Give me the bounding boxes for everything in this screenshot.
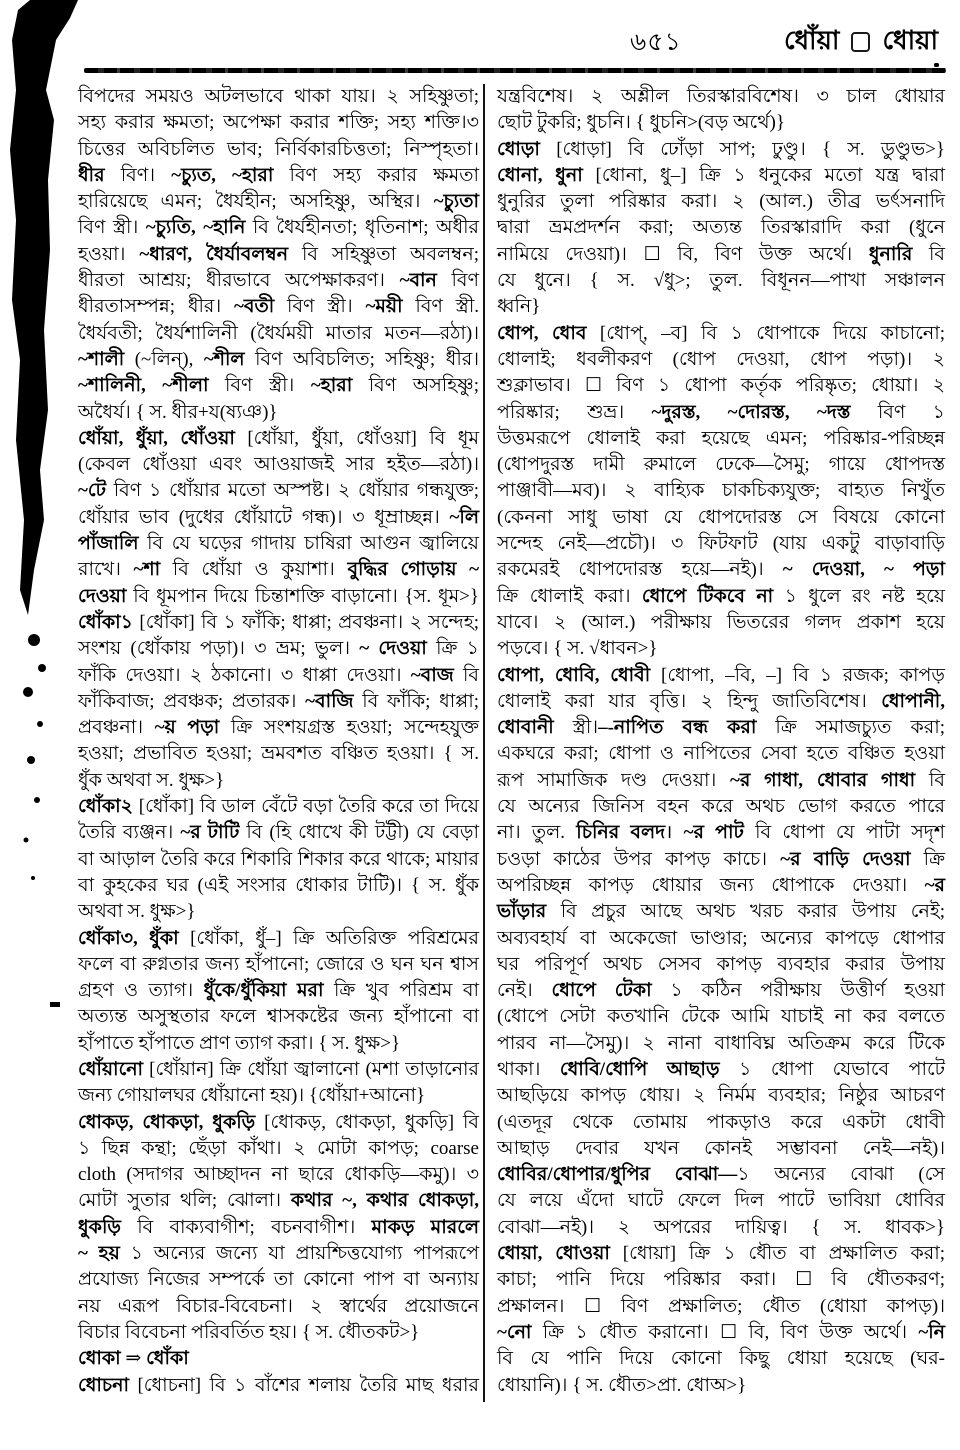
text-line: অপরিচ্ছন্ন কাপড় ধোয়ার জন্য ধোপাকে দেওয়া। ~র (497, 874, 945, 896)
text-line: রাখে। ~শা বি ধোঁয়া ও কুয়াশা। বুদ্ধির গোড়ায় ~ (78, 559, 479, 581)
text-line: বিপদের সময়ও অটলভাবে থাকা যায়। ২ সহিষ্ণুতা; (78, 86, 479, 107)
text-line: ধোঁকা১ [ধোঁকা] বি ১ ফাঁকি; ধাপ্পা; প্রবঞ্চনা। ২ সন্দেহ; (78, 611, 480, 633)
bold-headword: ~ দেওয়া, ~ পড়া (782, 559, 945, 581)
bold-headword: ধোপে টিকবে না (641, 585, 785, 607)
bold-headword: ~শীল (203, 348, 256, 370)
bold-headword: মাকড় মারলে (371, 1216, 479, 1238)
bold-headword: ~ হয় (78, 1243, 131, 1265)
text-line: ~টে বিণ ১ ধোঁয়ার মতো অস্পষ্ট। ২ ধোঁয়ার গন্ধযুক্ত; (78, 480, 479, 502)
bold-headword: ধোঁকা (146, 1348, 189, 1370)
text-line: পাঁজালি বি যে ঘড়ের গাদায় চাষিরা আগুন জ্বালিয়ে (78, 533, 479, 555)
text-line: গ্রহণ ও ত্যাগ। ধুঁকে/ধুঁকিয়া মরা ক্রি খুব পরিশ্রম বা (78, 980, 479, 1002)
text-line: ~নো ক্রি ১ ধৌত করানো। ☐ বি, বিণ উক্ত অর্থে। ~নি (497, 1321, 945, 1343)
text-line: ধোলাই করা যার বৃত্তি। ২ হিন্দু জাতিবিশেষ। ধোপানী, (497, 690, 945, 712)
text-line: ফাঁকি দেওয়া। ২ ঠকানো। ৩ ধাপ্পা দেওয়া। ~বাজ বি (78, 664, 479, 686)
text-line: ধোঁয়ানো [ধোঁয়ান] ক্রি ধোঁয়া জ্বালানো (মশা তাড়ানোর (78, 1058, 479, 1080)
text-line: (ধোপে সেটা কতখানি টেকে আমি যাচাই না কর বলতে (497, 1006, 945, 1028)
bold-headword: ধোঁয়ানো (78, 1058, 150, 1080)
text-line: শুক্লাভাব। ☐ বিণ ১ ধোপা কর্তৃক পরিষ্কৃত; ধোয়া। ২ (497, 375, 945, 397)
bold-headword: ~র (924, 874, 945, 896)
text-line: ফাঁকিবাজ; প্রবঞ্চক; প্রতারক। ~বাজি বি ফাঁকি; ধাপ্পা; (78, 690, 479, 712)
text-line: দ্বারা ভ্রমপ্রদর্শন করা; অত্যন্ত তিরস্কারাদি করা (ধুনে (497, 217, 945, 239)
text-line: কাচা; পানি দিয়ে পরিষ্কার করা। ☐ বি ধৌতকরণ; (497, 1269, 945, 1291)
bold-headword: ধোচনা (78, 1374, 138, 1396)
bold-headword: ধোপানী, (881, 690, 945, 712)
text-line: পড়বে। { স. √ধাবন>} (497, 638, 658, 660)
text-line: পাঞ্জাবী—মব)। ২ বাহ্যিক চাকচিক্যযুক্ত; বাহ্যত নিখুঁত (497, 480, 945, 502)
bold-headword: ~বাজ (410, 664, 463, 686)
bold-headword: ~র টাটি (180, 822, 247, 844)
bold-headword: ~র পাট (683, 822, 756, 844)
guide-word-right: ধোয়া (882, 26, 938, 55)
bold-headword: চিনির বলদ (576, 822, 666, 844)
text-line: বোঝা—নই)। ২ অপরের দায়িত্ব। { স. ধাবক>} (497, 1216, 945, 1238)
bold-headword: ধোবানী (497, 717, 573, 739)
text-line: (কেবল ধোঁওয়া এবং আওয়াজই সার হইত—রঠা)। (78, 454, 479, 476)
text-line: ধোবির/ধোপার/ধুপির বোঝা—১ অন্যের বোঝা (সে (497, 1164, 945, 1186)
text-line: ধোপ, ধোব [ধোপ্, –ব] বি ১ ধোপাকে দিয়ে কাচানো; (497, 322, 945, 344)
bold-headword: ~ দেওয়া (359, 638, 437, 660)
text-line: হাঁপাতে হাঁপাতে প্রাণ ত্যাগ করা। { স. ধুক্ষ>} (78, 1032, 401, 1054)
column-divider (483, 84, 485, 1402)
bold-headword: ~বান (399, 270, 452, 292)
text-line: ধোয়া, ধোওয়া [ধোয়া] ক্রি ১ ধৌত বা প্রক্ষালিত করা; (497, 1243, 946, 1265)
column-left (78, 84, 479, 1399)
page-number: ৬৫১ (630, 29, 682, 56)
text-line: ধুঁক অথবা স. ধুক্ষ>} (78, 769, 225, 791)
text-line: ছোট টুকরি; ধুচনি। { ধুচনি>(বড় অর্থে)} (497, 112, 785, 134)
bold-headword: দেওয়া (78, 585, 134, 607)
bold-headword: ধোঁকা৩, ধুঁকা (78, 927, 191, 949)
text-line: বিণ স্ত্রী। ~চ্যুতি, ~হানি বি ধৈর্যহীনতা; ধৃতিনাশ; অধীর (78, 217, 479, 239)
text-line: ধোবানী স্ত্রী।–-নাপিত বন্ধ করা ক্রি সমাজচ্যুত করা; (497, 717, 945, 739)
text-line: cloth (সদাগর আচ্ছাদন না ছারে ধোকড়ি—কমু)। ৩ (78, 1164, 479, 1186)
bold-headword: ~লি (449, 506, 479, 528)
text-line: অত্যন্ত অসুস্থতার ফলে শ্বাসকষ্টের জন্য হাঁপানো বা (78, 1006, 479, 1028)
text-line: (এতদূর থেকে তোমায় পাকড়াও করে একটা ধোবী (497, 1111, 945, 1133)
bold-headword: ধোপা, ধোবি, ধোবী (497, 664, 661, 686)
bold-headword: ~চ্যুতি, ~হানি (145, 217, 253, 239)
bold-headword: ~য় পড়া (154, 717, 231, 739)
text-line: একঘরে করা; ধোপা ও নাপিতের সেবা হতে বঞ্চিত হওয়া (497, 743, 945, 765)
text-line: অধৈর্য। { স. ধীর+য(ষ্যঞ)} (78, 401, 278, 423)
text-line: ক্রি ধোলাই করা। ধোপে টিকবে না ১ ধুলে রং নষ্ট হয়ে (497, 585, 945, 607)
text-line: ধোঁয়ার ভাব (দুধের ধোঁয়াটে গন্ধ)। ৩ ধূম্রাচ্ছন্ন। ~লি (78, 506, 479, 528)
text-line: রকমেরই ধোপদোরস্ত হয়ে—নই)। ~ দেওয়া, ~ পড়া (497, 559, 945, 581)
bold-headword: ~বতী (234, 296, 288, 318)
text-line: ধীরতা আশ্রয়; ধীরভাবে অপেক্ষাকরণ। ~বান বিণ (78, 270, 479, 292)
text-line: প্রক্ষালন। ☐ বিণ প্রক্ষালিত; ধৌত (ধোয়া কাপড়)। (497, 1295, 945, 1317)
text-line: ১ ছিন্ন কন্থা; ছেঁড়া কাঁথা। ২ মোটা কাপড়; coarse (78, 1137, 479, 1159)
text-line: অব্যবহার্য বা অকেজো ভাণ্ডার; অন্যের কাপড়ে ধোপার (497, 927, 945, 949)
bold-headword: ~নো (497, 1321, 543, 1343)
bold-headword: ধোপে টেকা (551, 980, 671, 1002)
text-line: নেই। ধোপে টেকা ১ কঠিন পরীক্ষায় উত্তীর্ণ হওয়া (497, 980, 945, 1002)
text-line: যন্ত্রবিশেষ। ২ অশ্লীল তিরস্কারবিশেষ। ৩ চাল ধোয়ার (497, 86, 945, 107)
text-line: দেওয়া বি ধূমপান দিয়ে চিন্তাশক্তি বাড়ানো। {স. ধূম>} (78, 585, 479, 607)
text-line: ধোঁয়া, ধুঁয়া, ধোঁওয়া [ধোঁয়া, ধুঁয়া, ধোঁওয়া] বি ধূম (78, 427, 479, 449)
bold-headword: ধোনা, ধুনা (497, 164, 596, 186)
text-line: ধৈর্যবতী; ধৈর্যশালিনী (ধৈর্যময়ী মাতার মতন—রঠা)। (78, 322, 479, 344)
text-line: ধোড়া [ধোড়া] বি ঢোঁড়া সাপ; ঢুণ্ডু। { স. ডুণ্ডুভ>} (497, 138, 945, 160)
text-line: ঘর পরিপূর্ণ অথচ সেসব কাপড় ব্যবহার করার উপায় (497, 953, 945, 975)
text-line: হারিয়েছে এমন; ধৈর্যহীন; অসহিষ্ণু, অস্থির। ~চ্যুতা (78, 191, 479, 213)
text-line: মোটা সুতার থলি; ঝোলা। কথার ~, কথার ধোকড়া, (78, 1190, 479, 1212)
bold-headword: ~ধারণ, ধৈর্যাবলম্বন (139, 243, 302, 265)
text-line: রূপ সামাজিক দণ্ড দেওয়া। ~র গাধা, ধোবার গাধা বি (497, 769, 945, 791)
text-line: ধীরতাসম্পন্ন; ধীর। ~বতী বিণ স্ত্রী। ~ময়ী বিণ স্ত্রী. (78, 296, 480, 318)
bold-headword: ধুঁকে/ধুঁকিয়া মরা (203, 980, 334, 1002)
text-line: ~শালিনী, ~শীলা বিণ স্ত্রী। ~হারা বিণ অসহিষ্ণু; (78, 375, 479, 397)
text-line: বিচার বিবেচনা পরিবর্তিত হয়। { স. ধৌতকট>} (78, 1321, 420, 1343)
text-line: নামিয়ে দেওয়া)। ☐ বি, বিণ উক্ত অর্থে। ধুনারি বি (497, 243, 946, 265)
bold-headword: ধোঁকা২ (78, 796, 139, 818)
text-line: না। তুল. চিনির বলদ। ~র পাট বি ধোপা যে পাটা সদৃশ (497, 822, 945, 844)
bold-headword: ধোবি/ধোপি আছাড় (559, 1058, 739, 1080)
bold-headword: ধোয়া, ধোওয়া (497, 1243, 623, 1265)
text-line: পারব না—সৈমু)। ২ নানা বাধাবিঘ্ন অতিক্রম করে টিকে (497, 1032, 945, 1054)
bold-headword: ধোঁকা১ (78, 611, 140, 633)
text-line: ধোকা ⇒ ধোঁকা (78, 1348, 189, 1370)
text-line: যে অন্যের জিনিস বহন করে অথচ ভোগ করতে পারে (497, 796, 945, 818)
text-line: ভাঁড়ার বি প্রচুর আছে অথচ খরচ করার উপায় নেই; (497, 901, 945, 923)
text-line: বা আড়াল তৈরি করে শিকারি শিকার করে থাকে; মায়ার (78, 848, 479, 870)
separator-box-icon (851, 32, 870, 52)
text-line: পরিষ্কার; শুভ্র। ~দুরস্ত, ~দোরস্ত, ~দস্ত বিণ ১ (497, 401, 945, 423)
header-rule (84, 68, 946, 73)
bold-headword: ~র বাড়ি দেওয়া (780, 848, 924, 870)
text-line: তৈরি ব্যঞ্জন। ~র টাটি বি (হি ধোখে কী টট্টী) যে বেড়া (78, 822, 479, 844)
bold-headword: ~টে (78, 480, 114, 502)
text-line: হওয়া; প্রভাবিত হওয়া; ভ্রমবশত বঞ্চিত হওয়া। { স. (78, 743, 479, 765)
column-right (497, 84, 945, 1399)
text-line: নয় এরূপ বিচার-বিবেচনা। ২ স্বার্থের প্রয়োজনে (78, 1295, 479, 1317)
text-line: সহ্য করার ক্ষমতা; অপেক্ষা করার শক্তি; সহ্য শক্তি।৩ (78, 112, 479, 134)
bold-headword: ভাঁড়ার (497, 901, 561, 923)
text-line: হওয়া। ~ধারণ, ধৈর্যাবলম্বন বি সহিষ্ণুতা অবলম্বন; (78, 243, 479, 265)
bold-headword: ধোপ, ধোব (497, 322, 600, 344)
text-line: চওড়া কাঠের উপর কাপড় কাচে। ~র বাড়ি দেওয়া ক্রি (497, 848, 945, 870)
text-line: চিত্তের অবিচলিত ভাব; নির্বিকারচিত্ততা; নিস্পৃহতা। (78, 138, 479, 160)
guide-word-left: ধোঁয়া (783, 26, 840, 55)
text-line: (কেননা সাধু ভাষা যে ধোপদোরস্ত সে বিষয়ে কোনো (497, 506, 945, 528)
bold-headword: ধোকা (78, 1348, 126, 1370)
text-line: ~ হয় ১ অন্যের জন্যে যা প্রায়শ্চিত্তযোগ্য পাপরূপে (78, 1243, 479, 1265)
bold-headword: ধোকড়, ধোকড়া, ধুকড়ি (78, 1111, 265, 1133)
text-line: যে ধুনে। { স. √ধু>; তুল. বিধূনন—পাখা সঞ্চালন (497, 270, 945, 292)
bold-headword: ধুকড়ি (78, 1216, 138, 1238)
text-line: যাবে। ২ (আল.) পরীক্ষায় ভিতরের গলদ প্রকাশ হয়ে (497, 611, 945, 633)
bold-headword: বুদ্ধির গোড়ায় ~ (347, 559, 479, 581)
bold-headword: ~শা (133, 559, 173, 581)
bold-headword: ~চ্যুতা (433, 191, 479, 213)
text-line: অথবা স. ধুক্ষ>} (78, 901, 196, 923)
text-line: ধ্বনি} (497, 296, 541, 318)
bold-headword: ধীর (78, 164, 121, 186)
bold-headword: ~হারা (310, 375, 369, 397)
text-line: বি যে পানি দিয়ে কোনো কিছু ধোয়া হয়েছে (ঘর- (497, 1348, 945, 1370)
bold-headword: ~ময়ী (365, 296, 416, 318)
text-line: ধুনুরির তুলা পরিষ্কার করা। ২ (আল.) তীব্র ভর্ৎসনাদি (497, 191, 945, 213)
bold-headword: ধোবির/ধোপার/ধুপির বোঝা— (497, 1164, 738, 1186)
bold-headword: কথার ~, কথার ধোকড়া, (290, 1190, 479, 1212)
text-line: ধুকড়ি বি বাক্যবাগীশ; বচনবাগীশ। মাকড় মারলে (78, 1216, 479, 1238)
text-line: ধীর বিণ। ~চ্যুত, ~হারা বিণ সহ্য করার ক্ষমতা (78, 164, 479, 186)
text-line: প্রযোজ্য নিজের সম্পর্কে তা কোনো পাপ বা অন্যায় (78, 1269, 479, 1291)
text-line: আছাড় দেবার যখন কোনই সম্ভাবনা নেই—নই)। (497, 1137, 945, 1159)
text-line: যে লয়ে এঁদো ঘাটে ফেলে দিল পাটে ভাবিয়া ধোবির (497, 1190, 945, 1212)
text-line: সন্দেহ নেই—প্রচৌ)। ৩ ফিটফাট (যায় একটু বাড়াবাড়ি (497, 533, 945, 555)
text-line: (ধোপদুরস্ত দামী রুমালে ঢেকে—সৈমু; গায়ে ধোপদস্ত (497, 454, 945, 476)
bold-headword: ~বাজি (305, 690, 363, 712)
bold-headword: ~শালী (78, 348, 135, 370)
text-line: প্রবঞ্চনা। ~য় পড়া ক্রি সংশয়গ্রস্ত হওয়া; সন্দেহযুক্ত (78, 717, 479, 739)
guide-words (784, 20, 938, 64)
bold-headword: ধোড়া (497, 138, 557, 160)
bold-headword: –-নাপিত বন্ধ করা (598, 717, 776, 739)
bold-headword: ~শালিনী, ~শীলা (78, 375, 226, 397)
text-line: ধোচনা [ধোচনা] বি ১ বাঁশের শলায় তৈরি মাছ ধরার (78, 1374, 479, 1396)
text-line: ~শালী (~লিন্), ~শীল বিণ অবিচলিত; সহিষ্ণু; ধীর। (78, 348, 479, 370)
bold-headword: ধোঁয়া, ধুঁয়া, ধোঁওয়া (78, 427, 248, 449)
text-line: ধোঁকা২ [ধোঁকা] বি ডাল বেঁটে বড়া তৈরি করে তা দিয়ে (78, 796, 480, 818)
bold-headword: ~দুরস্ত, ~দোরস্ত, ~দস্ত (651, 401, 878, 423)
scan-artifact-left-band (0, 0, 90, 1450)
text-line: ধোঁকা৩, ধুঁকা [ধোঁকা, ধুঁ–] ক্রি অতিরিক্ত পরিশ্রমের (78, 927, 479, 949)
text-line: জন্য গোয়ালঘর ধোঁয়ানো হয়)। {ধোঁয়া+আনো} (78, 1085, 426, 1107)
bold-headword: ~নি (918, 1321, 945, 1343)
text-line: ধোনা, ধুনা [ধোনা, ধু–] ক্রি ১ ধনুকের মতো যন্ত্র দ্বারা (497, 164, 945, 186)
bold-headword: পাঁজালি (78, 533, 148, 555)
text-line: উত্তমরূপে ধোলাই করা হয়েছে এমন; পরিষ্কার-পরিচ্ছন্ন (497, 427, 945, 449)
text-line: ধোয়ানি)। { স. ধৌত>প্রা. ধোঅ>} (497, 1374, 747, 1396)
text-line: বা কুহকের ঘর (এই সংসার ধোকার টাটি)। { স. ধুঁক (78, 874, 479, 896)
text-line: ধোলাই; ধবলীকরণ (ধোপ দেওয়া, ধোপ পড়া)। ২ (497, 348, 945, 370)
text-line: ধোকড়, ধোকড়া, ধুকড়ি [ধোকড়, ধোকড়া, ধুকড়ি] বি (78, 1111, 479, 1133)
text-line: আছড়িয়ে কাপড় ধোয়। ২ নির্মম ব্যবহার; নিষ্ঠুর আচরণ (497, 1085, 945, 1107)
text-line: ধোপা, ধোবি, ধোবী [ধোপা, –বি, –] বি ১ রজক; কাপড় (497, 664, 945, 686)
bold-headword: ধুনারি (868, 243, 929, 265)
text-line: ফলে বা রুগ্নতার জন্য হাঁপানো; জোরে ও ঘন ঘন শ্বাস (78, 953, 479, 975)
text-line: সংশয় (ধোঁকায় পড়া)। ৩ ভ্রম; ভুল। ~ দেওয়া ক্রি ১ (78, 638, 479, 660)
text-line: থাকা। ধোবি/ধোপি আছাড় ১ ধোপা যেভাবে পাটে (497, 1058, 945, 1080)
bold-headword: ~র গাধা, ধোবার গাধা (730, 769, 929, 791)
bold-headword: ~চ্যুত, ~হারা (171, 164, 290, 186)
